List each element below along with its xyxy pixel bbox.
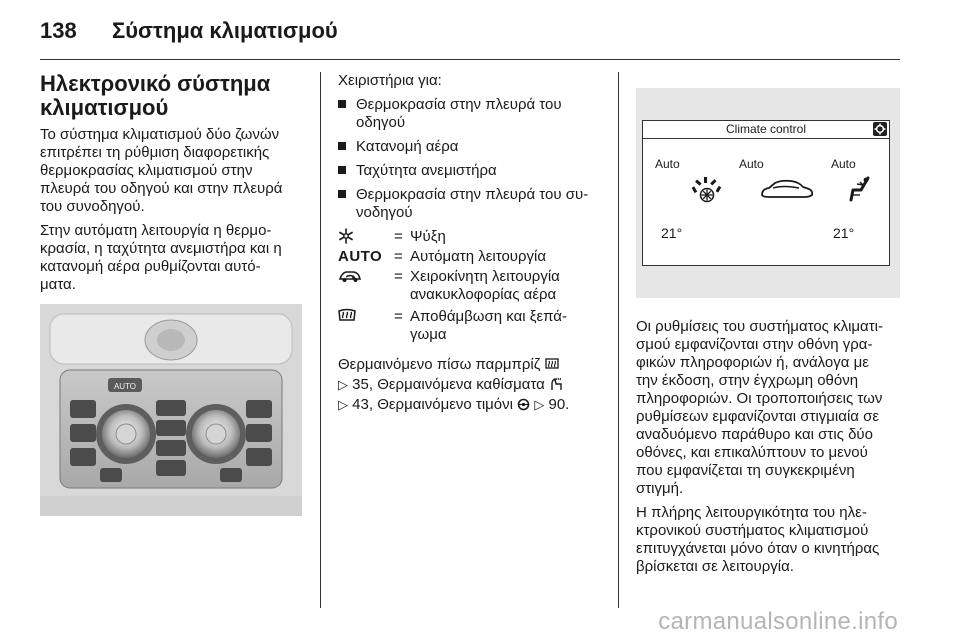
recirculation-icon	[338, 268, 394, 286]
text-line: αναδυόμενο παράθυρο και στις δύο	[636, 426, 873, 443]
section-title-line: κλιματισμού	[40, 95, 169, 120]
driver-temperature: 21°	[661, 225, 683, 241]
text-line: ρυθμίσεων εμφανίζονται στιγμιαία σε	[636, 408, 880, 425]
text-line: Οι ρυθμίσεις του συστήματος κλιματι-	[636, 318, 883, 335]
header-rule	[40, 59, 900, 60]
screen-distribution-auto-label: Auto	[739, 157, 764, 171]
list-item	[338, 96, 600, 132]
text-line: που εμφανίζεται τη συγκεκριμένη	[636, 462, 855, 479]
legend-text	[410, 308, 600, 346]
text-line: θερμοκρασίας κλιματισμού στην	[40, 162, 253, 179]
list-item	[338, 162, 600, 180]
text-line: ματα.	[40, 276, 76, 293]
auto-symbol	[338, 248, 394, 266]
bullet-icon	[338, 166, 346, 174]
intro-paragraph	[40, 126, 302, 216]
legend-row	[338, 268, 600, 306]
text-line: φικών πληροφοριών ή, ανάλογα με	[636, 354, 869, 371]
climate-display-illustration	[636, 88, 900, 298]
text-line: ανακυκλοφορίας αέρα	[410, 286, 557, 303]
bullet-icon	[338, 190, 346, 198]
text-line: επιτρέπει τη ρύθμιση διαφορετικής	[40, 144, 270, 161]
climate-panel-illustration	[40, 304, 302, 516]
text-line: νοδηγού	[356, 204, 413, 221]
svg-text:AUTO: AUTO	[113, 382, 137, 391]
text-line: οδηγού	[356, 114, 406, 131]
ref-heated-rear-window: Θερμαινόμενο πίσω παρμπρίζ	[338, 356, 541, 373]
symbol-legend	[338, 228, 600, 346]
ref-heated-seats[interactable]: 35, Θερμαινόμενα καθίσματα	[352, 376, 545, 393]
screen-fan-auto-label: Auto	[655, 157, 680, 171]
text-line: Θερμοκρασία στην πλευρά του συ-	[356, 186, 589, 203]
page-ref-arrow-icon: ▷	[338, 377, 348, 392]
text-line	[338, 396, 600, 416]
column-divider	[320, 72, 321, 608]
text-line: Το σύστημα κλιματισμού δύο ζωνών	[40, 126, 280, 143]
page-number: 138	[40, 18, 77, 43]
settings-icon	[873, 122, 887, 136]
ref-heated-steering-wheel[interactable]: 43, Θερμαινόμενο τιμόνι	[352, 396, 513, 413]
controls-list	[338, 96, 600, 222]
passenger-temperature: 21°	[833, 225, 855, 241]
text-line	[338, 356, 600, 376]
screen-title: Climate control	[725, 122, 807, 136]
text-line: Αυτόματη λειτουργία	[410, 248, 547, 265]
text-line: Η πλήρης λειτουργικότητα του ηλε-	[636, 504, 867, 521]
heated-rear-window-icon	[545, 358, 559, 376]
column-2	[338, 72, 600, 422]
legend-equals: =	[394, 268, 403, 285]
text-line: Ψύξη	[410, 228, 446, 245]
display-paragraph	[636, 318, 900, 498]
text-line: γωμα	[410, 326, 447, 343]
text-line	[338, 376, 600, 396]
bullet-icon	[338, 100, 346, 108]
text-line: πληροφοριών. Οι τροποποιήσεις των	[636, 390, 883, 407]
legend-row	[338, 248, 600, 266]
legend-equals: =	[394, 308, 403, 325]
page-ref-arrow-icon: ▷	[338, 397, 348, 412]
page-ref-arrow-icon: ▷	[534, 397, 545, 412]
text-line: κτρονικού συστήματος κλιματισμού	[636, 522, 869, 539]
screen-seat-auto-label: Auto	[831, 157, 856, 171]
text-line: οθόνες, και επικαλύπτουν το μενού	[636, 444, 868, 461]
text-line: σμού εμφανίζονται στην οθόνη γρα-	[636, 336, 873, 353]
page-header	[40, 18, 900, 58]
ref-page[interactable]: 90.	[548, 396, 570, 413]
text-line: κρασία, η ταχύτητα ανεμιστήρα και η	[40, 240, 282, 257]
cross-reference-paragraph	[338, 356, 600, 416]
legend-equals: =	[394, 248, 403, 265]
column-1	[40, 72, 302, 516]
text-line: την έκδοση, στην έγχρωμη οθόνη	[636, 372, 859, 389]
heated-steering-wheel-icon	[517, 398, 530, 416]
auto-mode-paragraph	[40, 222, 302, 294]
text-line: στιγμή.	[636, 480, 684, 497]
legend-row	[338, 228, 600, 246]
text-line: κατανομή αέρα ρυθμίζονται αυτό-	[40, 258, 261, 275]
legend-text	[410, 248, 600, 266]
column-divider	[618, 72, 619, 608]
text-line: πλευρά του οδηγού και στην πλευρά	[40, 180, 283, 197]
text-line: Στην αυτόματη λειτουργία η θερμο-	[40, 222, 272, 239]
list-item	[338, 138, 600, 156]
engine-note-paragraph	[636, 504, 900, 576]
column-3	[636, 72, 900, 582]
text-line: Θερμοκρασία στην πλευρά του	[356, 96, 562, 113]
text-line: Χειροκίνητη λειτουργία	[410, 268, 560, 285]
watermark: carmanualsonline.info	[658, 608, 898, 635]
legend-row	[338, 308, 600, 346]
text-line: Ταχύτητα ανεμιστήρα	[356, 162, 497, 179]
climate-panel-photo	[40, 304, 302, 516]
section-title	[40, 72, 302, 120]
screen-titlebar	[643, 121, 889, 139]
legend-text	[410, 228, 600, 246]
controls-intro: Χειριστήρια για:	[338, 72, 442, 89]
running-title: Σύστημα κλιματισμού	[112, 18, 338, 43]
auto-symbol-text: AUTO	[338, 248, 383, 265]
seat-air-icon	[845, 173, 875, 203]
heated-seat-icon	[549, 377, 563, 396]
text-line: βρίσκεται σε λειτουργία.	[636, 558, 794, 575]
text-line: επιτυγχάνεται μόνο όταν ο κινητήρας	[636, 540, 880, 557]
fan-icon	[691, 175, 723, 205]
text-line: Κατανομή αέρα	[356, 138, 459, 155]
climate-display-screen	[642, 120, 890, 266]
legend-text	[410, 268, 600, 306]
list-item	[338, 186, 600, 222]
text-line: του συνοδηγού.	[40, 198, 145, 215]
text-line: Αποθάμβωση και ξεπά-	[410, 308, 567, 325]
rear-defrost-icon	[338, 308, 394, 326]
bullet-icon	[338, 142, 346, 150]
section-title-line: Ηλεκτρονικό σύστημα	[40, 71, 271, 96]
snowflake-icon	[338, 228, 394, 246]
legend-equals: =	[394, 228, 403, 245]
car-outline-icon	[759, 177, 815, 203]
